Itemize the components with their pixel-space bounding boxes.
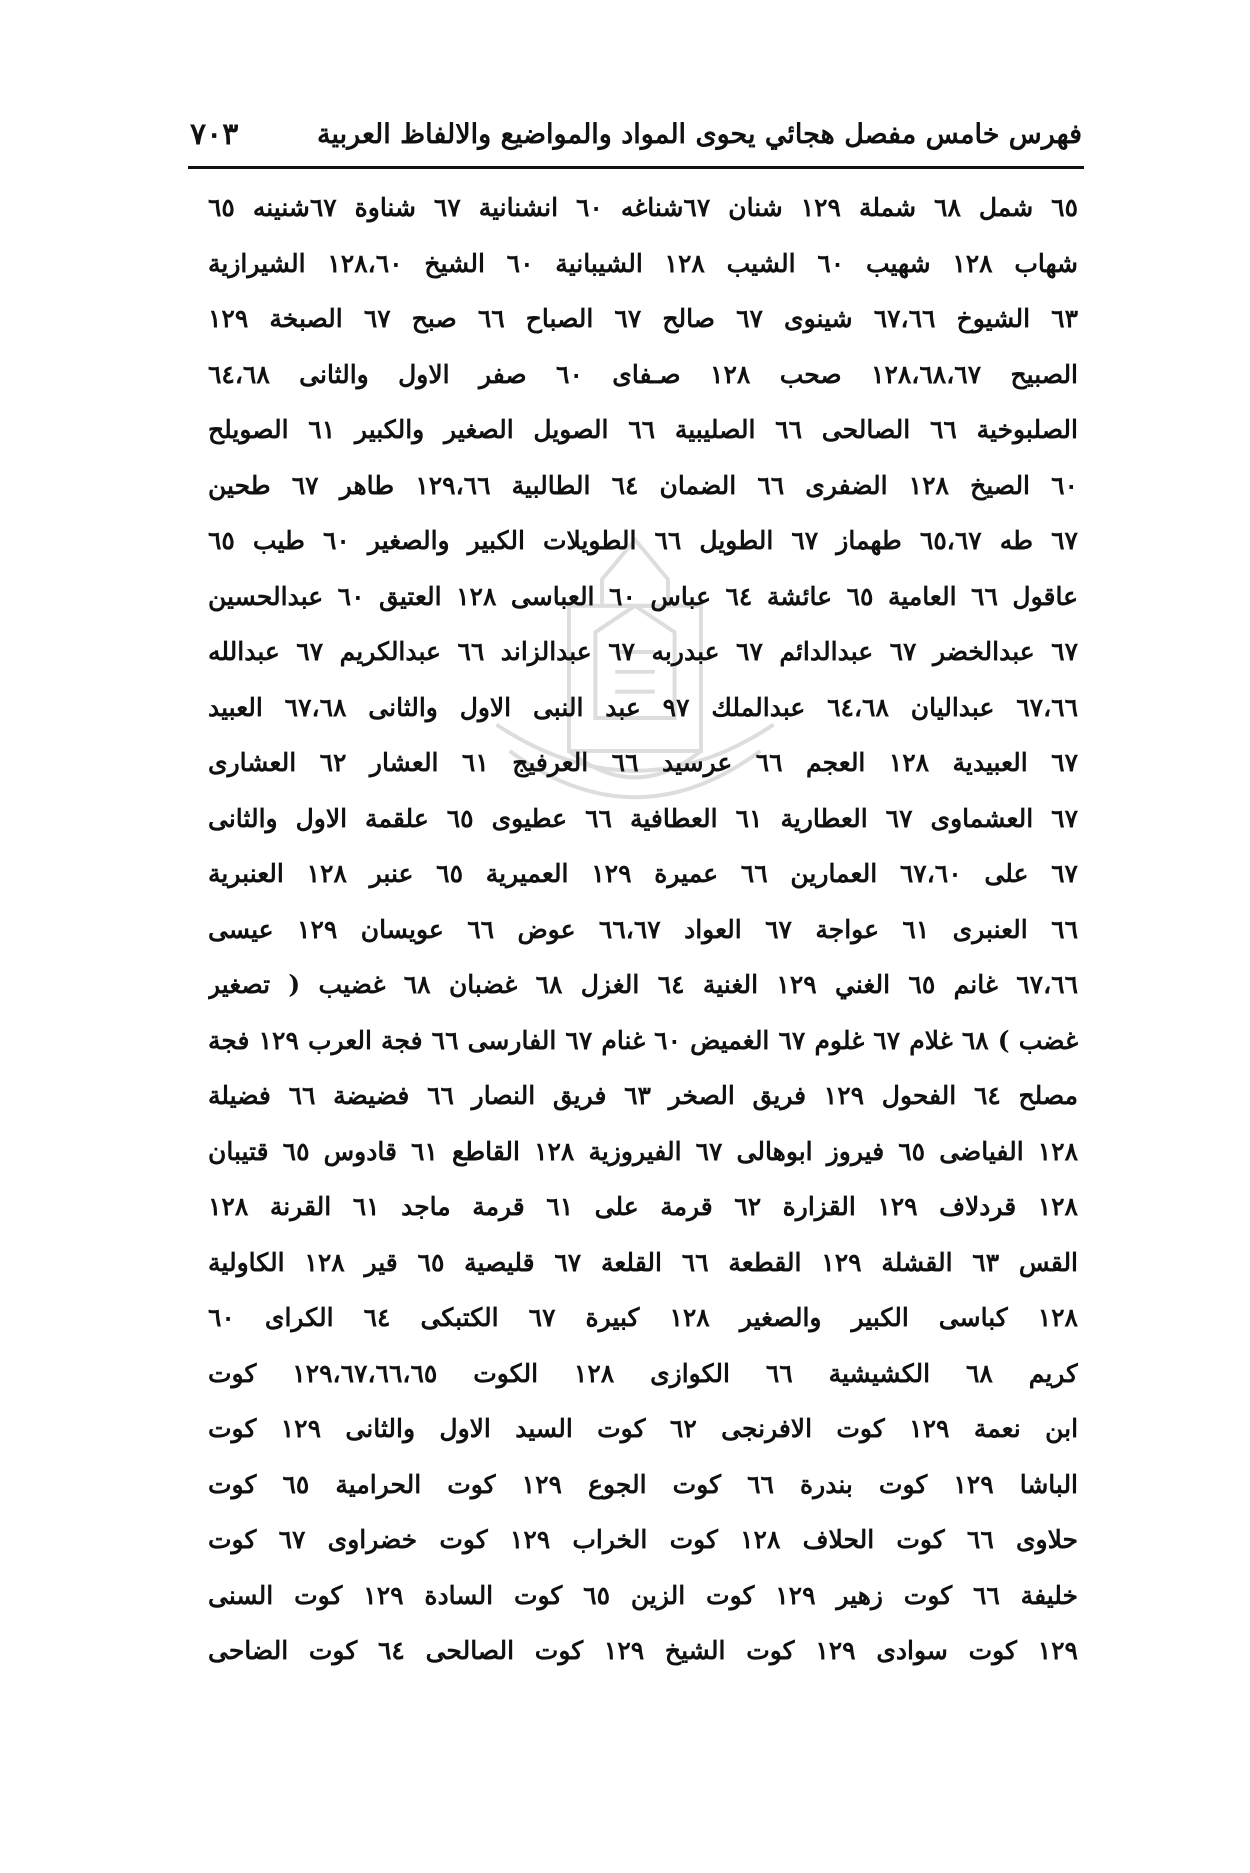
index-line: ٦٧،٦٦ عبداليان ٦٤،٦٨ عبدالملك ٩٧ عبد النبى الاول والثانى ٦٧،٦٨ العبيد xyxy=(208,692,1078,722)
index-line: خليفة ٦٦ كوت زهير ١٢٩ كوت الزين ٦٥ كوت السادة ١٢٩ كوت السنى xyxy=(208,1580,1078,1610)
index-line: الصلبوخية ٦٦ الصالحى ٦٦ الصليبية ٦٦ الصويل الصغير والكبير ٦١ الصويلح xyxy=(208,415,1078,444)
index-line: ٦٧ عبدالخضر ٦٧ عبدالدائم ٦٧ عبدربه ٦٧ عبدالزاند ٦٦ عبدالكريم ٦٧ عبدالله xyxy=(208,637,1078,666)
page-number: ٧٠٣ xyxy=(190,116,239,152)
index-line: شهاب ١٢٨ شهيب ٦٠ الشيب ١٢٨ الشيبانية ٦٠ الشيخ ١٢٨،٦٠ الشيرازية xyxy=(208,248,1078,278)
index-entries xyxy=(208,180,1078,1679)
index-line: غضب ) ٦٨ غلام ٦٧ غلوم ٦٧ الغميض ٦٠ غنام ٦٧ الفارسى ٦٦ فجة العرب ١٢٩ فجة xyxy=(208,1025,1078,1055)
index-line: مصلح ٦٤ الفحول ١٢٩ فريق الصخر ٦٣ فريق النصار ٦٦ فضيضة ٦٦ فضيلة xyxy=(208,1081,1078,1110)
index-line: ٦٧ العبيدية ١٢٨ العجم ٦٦ عرسيد ٦٦ العرفيج ٦١ العشار ٦٢ العشارى xyxy=(208,748,1078,777)
index-line: ١٢٨ الفياضى ٦٥ فيروز ابوهالى ٦٧ الفيروزية ١٢٨ القاطع ٦١ قادوس ٦٥ قتيبان xyxy=(208,1136,1078,1166)
index-line: ٦٦ العنبرى ٦١ عواجة ٦٧ العواد ٦٦،٦٧ عوض ٦٦ عويسان ١٢٩ عيسى xyxy=(208,914,1078,944)
index-line: ابن نعمة ١٢٩ كوت الافرنجى ٦٢ كوت السيد الاول والثانى ١٢٩ كوت xyxy=(208,1414,1078,1443)
index-line: ١٢٨ قردلاف ١٢٩ القزارة ٦٢ قرمة على ٦١ قرمة ماجد ٦١ القرنة ١٢٨ xyxy=(208,1192,1078,1221)
index-line: ٦٥ شمل ٦٨ شملة ١٢٩ شنان ٦٧شناغه ٦٠ انشنانية ٦٧ شناوة ٦٧شنينه ٦٥ xyxy=(208,193,1078,222)
index-line: ١٢٨ كباسى الكبير والصغير ١٢٨ كبيرة ٦٧ الكتبكى ٦٤ الكراى ٦٠ xyxy=(208,1303,1078,1332)
index-line: حلاوى ٦٦ كوت الحلاف ١٢٨ كوت الخراب ١٢٩ كوت خضراوى ٦٧ كوت xyxy=(208,1525,1078,1554)
index-line: ٦٠ الصيخ ١٢٨ الضفرى ٦٦ الضمان ٦٤ الطالبية ١٢٩،٦٦ طاهر ٦٧ طحين xyxy=(208,470,1078,500)
index-line: كريم ٦٨ الكشيشية ٦٦ الكوازى ١٢٨ الكوت ١٢٩،٦٧،٦٦،٦٥ كوت xyxy=(208,1358,1078,1388)
header-title: فهرس خامس مفصل هجائي يحوى المواد والمواضيع والالفاظ العربية xyxy=(316,118,1082,150)
index-line: ٦٣ الشيوخ ٦٧،٦٦ شينوى ٦٧ صالح ٦٧ الصباح ٦٦ صبح ٦٧ الصبخة ١٢٩ xyxy=(208,304,1078,333)
index-line: الصبيح ١٢٨،٦٨،٦٧ صحب ١٢٨ صـفاى ٦٠ صفر الاول والثانى ٦٤،٦٨ xyxy=(208,359,1078,389)
index-line: الباشا ١٢٩ كوت بندرة ٦٦ كوت الجوع ١٢٩ كوت الحرامية ٦٥ كوت xyxy=(208,1469,1078,1499)
index-line: ٦٧ العشماوى ٦٧ العطارية ٦١ العطافية ٦٦ عطيوى ٦٥ علقمة الاول والثانى xyxy=(208,803,1078,833)
index-line: ٦٧ على ٦٧،٦٠ العمارين ٦٦ عميرة ١٢٩ العميرية ٦٥ عنبر ١٢٨ العنبرية xyxy=(208,859,1078,888)
index-line: ١٢٩ كوت سوادى ١٢٩ كوت الشيخ ١٢٩ كوت الصالحى ٦٤ كوت الضاحى xyxy=(208,1636,1078,1665)
header-rule xyxy=(188,166,1084,169)
index-line: عاقول ٦٦ العامية ٦٥ عائشة ٦٤ عباس ٦٠ العباسى ١٢٨ العتيق ٦٠ عبدالحسين xyxy=(208,581,1078,611)
running-header xyxy=(190,108,1082,160)
index-line: ٦٧ طه ٦٥،٦٧ طهماز ٦٧ الطويل ٦٦ الطويلات الكبير والصغير ٦٠ طيب ٦٥ xyxy=(208,526,1078,555)
index-line: ٦٧،٦٦ غانم ٦٥ الغني ١٢٩ الغنية ٦٤ الغزل ٦٨ غضبان ٦٨ غضيب ( تصغير xyxy=(208,970,1078,999)
index-line: القس ٦٣ القشلة ١٢٩ القطعة ٦٦ القلعة ٦٧ قليصية ٦٥ قير ١٢٨ الكاولية xyxy=(208,1247,1078,1277)
